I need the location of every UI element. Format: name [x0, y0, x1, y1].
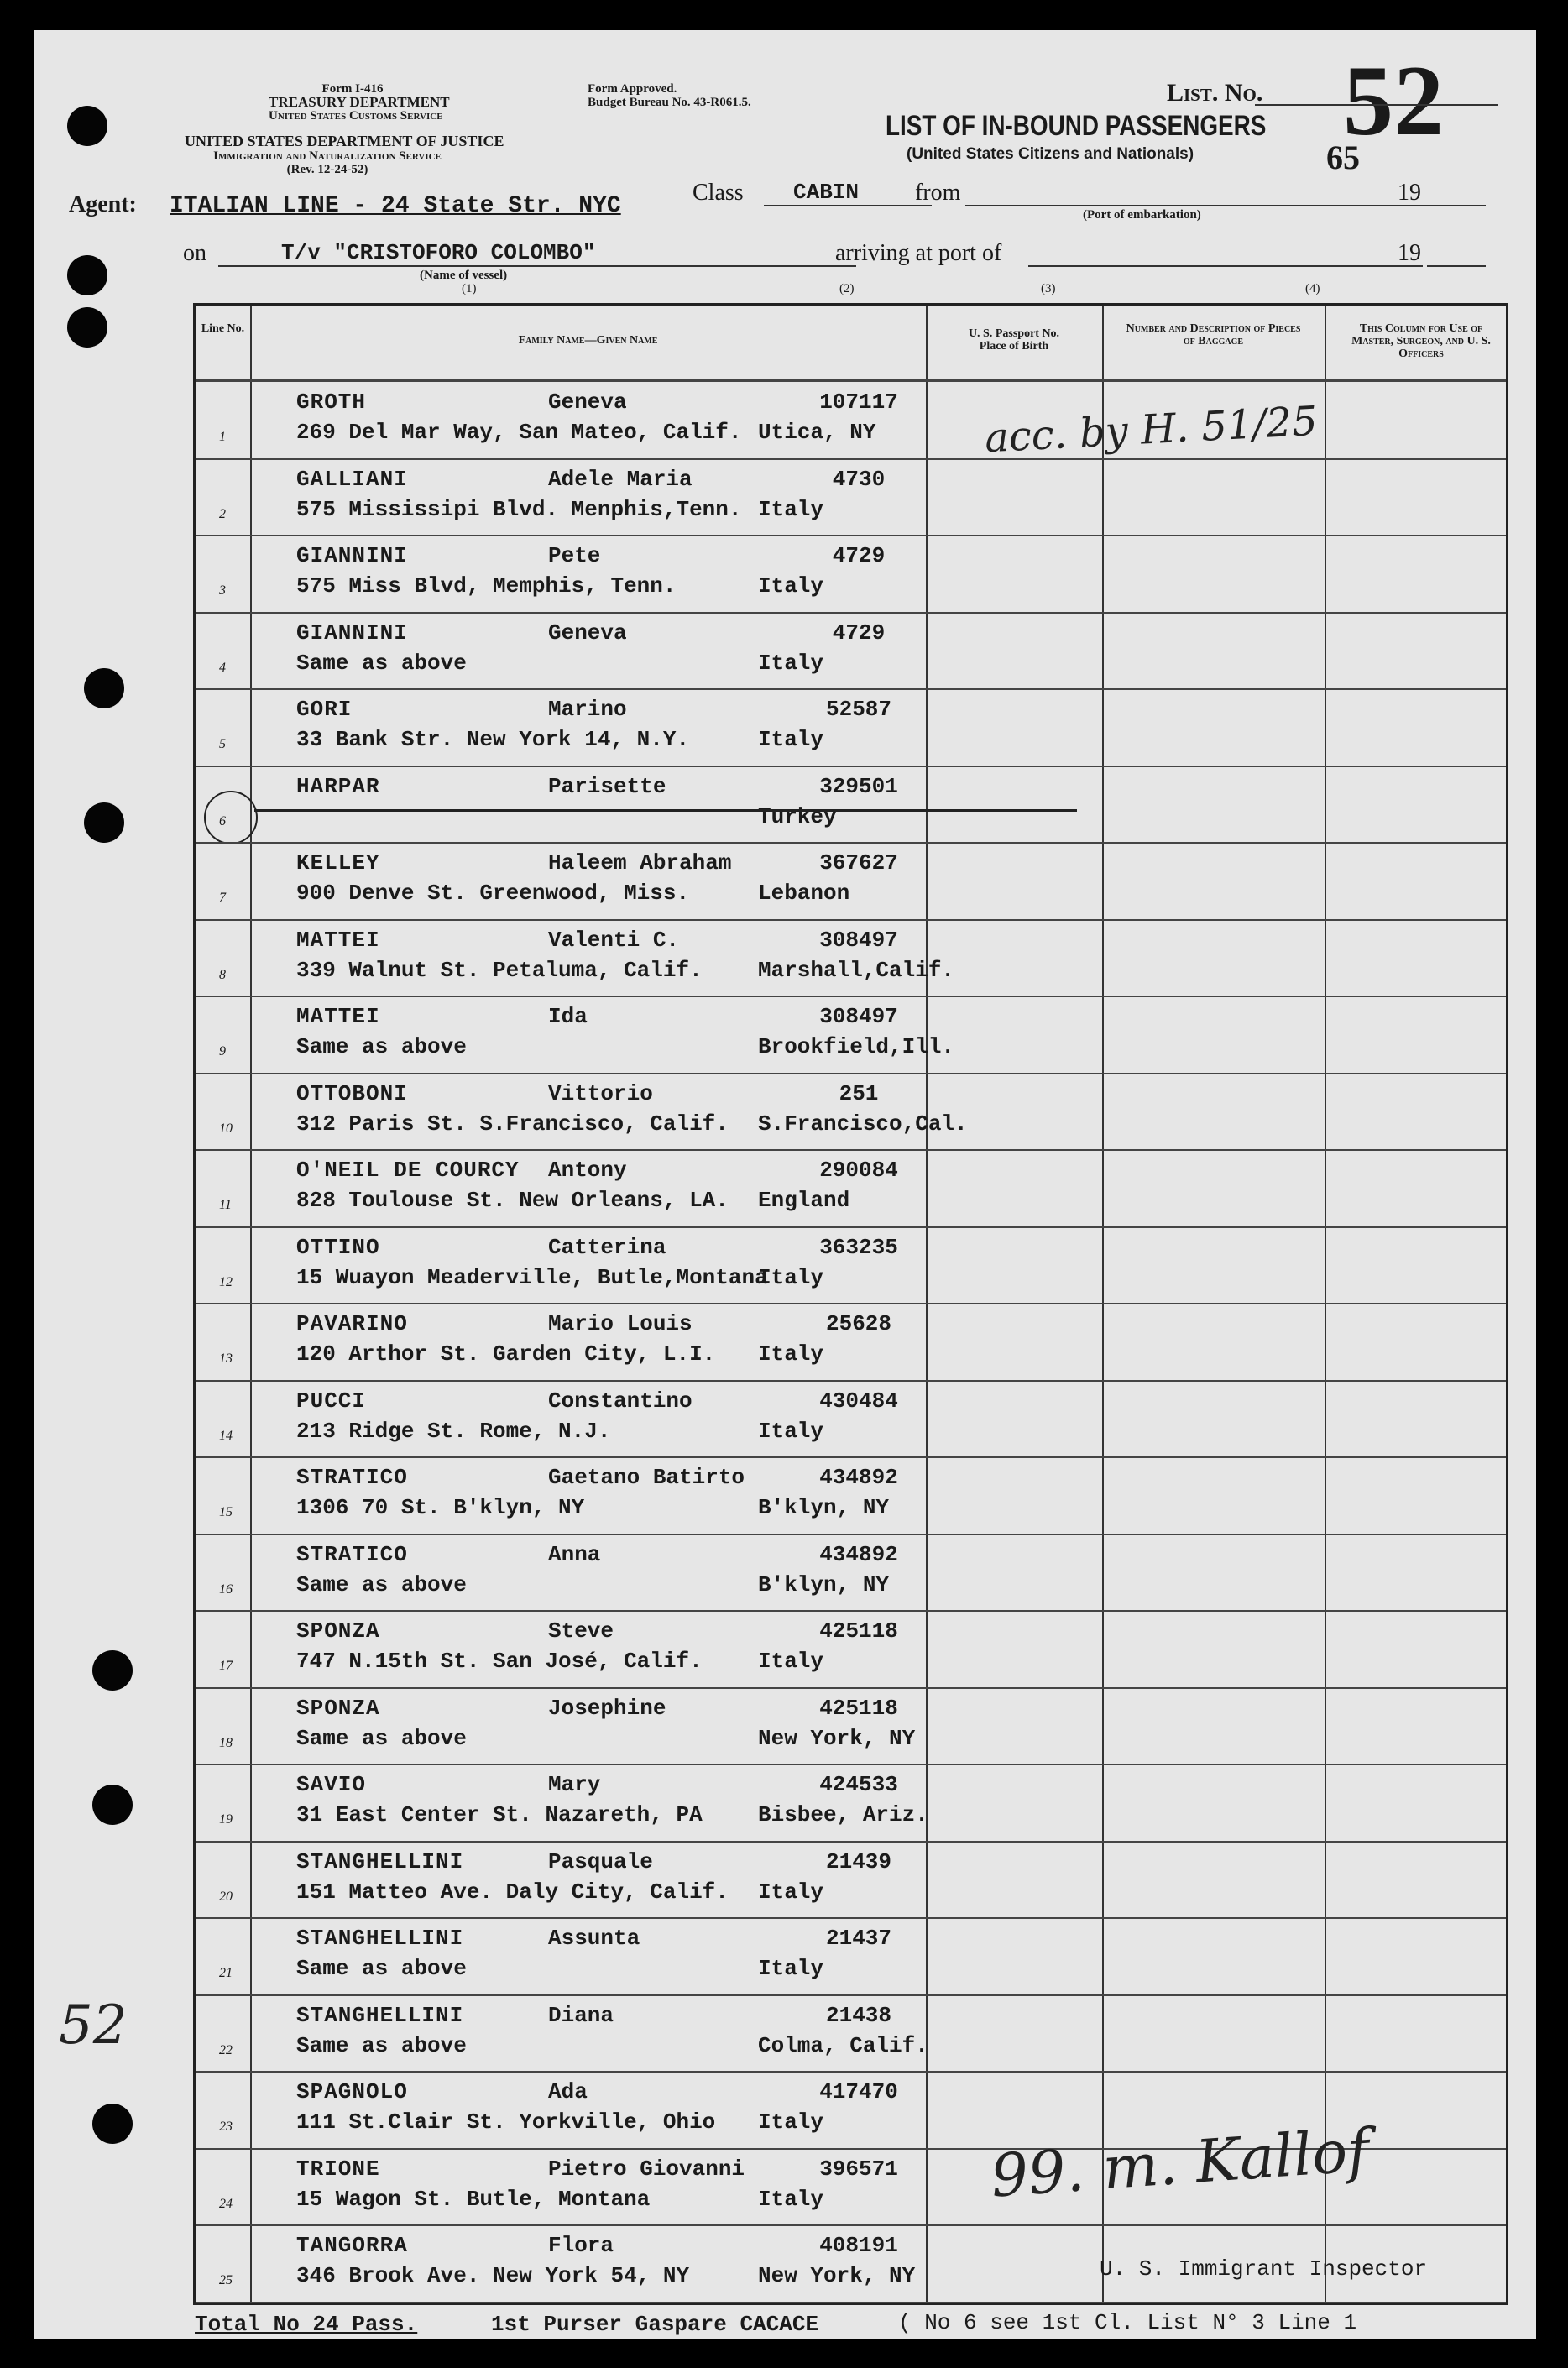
passport-number: 52587 [825, 697, 891, 722]
family-name: GROTH [296, 389, 367, 415]
family-name: KELLEY [296, 850, 380, 876]
table-row [196, 1226, 1506, 1303]
customs-service: United States Customs Service [269, 109, 443, 123]
place-of-birth: England [758, 1188, 850, 1213]
passport-number: 251 [839, 1080, 879, 1106]
line-number: 9 [219, 1044, 226, 1059]
place-of-birth: Italy [758, 573, 824, 599]
port-embarkation-caption: (Port of embarkation) [1083, 208, 1201, 222]
passport-number: 417470 [819, 2079, 898, 2104]
family-name: MATTEI [296, 1004, 380, 1029]
given-name: Anna [548, 1541, 601, 1567]
table-row [196, 1303, 1506, 1379]
place-of-birth: Italy [758, 1341, 824, 1367]
given-name: Valenti C. [548, 927, 680, 953]
place-of-birth: Lebanon [758, 881, 850, 906]
given-name: Assunta [548, 1926, 640, 1951]
place-of-birth: Italy [758, 727, 824, 752]
table-row [196, 1994, 1506, 2071]
family-name: TRIONE [296, 2156, 380, 2182]
budget-bureau: Budget Bureau No. 43-R061.5. [588, 96, 751, 109]
passport-number: 290084 [819, 1158, 898, 1183]
passport-number: 21437 [825, 1926, 891, 1951]
binder-hole [92, 1650, 133, 1691]
on-label: on [183, 240, 206, 266]
given-name: Ida [548, 1004, 588, 1029]
passport-number: 21439 [825, 1848, 891, 1874]
col-num-2: (2) [839, 282, 855, 295]
address: Same as above [296, 1956, 467, 1981]
given-name: Mary [548, 1772, 601, 1797]
place-of-birth: Colma, Calif. [758, 2032, 928, 2058]
table-row [196, 688, 1506, 765]
table-row [196, 919, 1506, 996]
given-name: Vittorio [548, 1080, 653, 1106]
table-row [196, 1764, 1506, 1840]
place-of-birth: New York, NY [758, 2263, 916, 2288]
class-label: Class [693, 180, 744, 206]
address: 111 St.Clair St. Yorkville, Ohio [296, 2109, 716, 2135]
address: 1306 70 St. B'klyn, NY [296, 1495, 585, 1520]
header-master: This Column for Use of Master, Surgeon, and U. S. Officers [1351, 322, 1491, 360]
binder-hole [67, 255, 107, 295]
table-row [196, 1917, 1506, 1994]
given-name: Constantino [548, 1388, 693, 1414]
family-name: STANGHELLINI [296, 1926, 464, 1951]
passport-number: 4729 [832, 619, 886, 646]
line-number: 3 [219, 583, 226, 598]
line-number: 5 [219, 737, 226, 751]
list-no-sub: 65 [1326, 139, 1360, 176]
header-passport: U. S. Passport No. Place of Birth [968, 327, 1060, 353]
table-row [196, 1687, 1506, 1764]
place-of-birth: Bisbee, Ariz. [758, 1802, 928, 1827]
line-number: 19 [219, 1812, 233, 1827]
address: 828 Toulouse St. New Orleans, LA. [296, 1188, 729, 1213]
address: 346 Brook Ave. New York 54, NY [296, 2263, 690, 2288]
passport-number: 434892 [819, 1541, 898, 1567]
family-name: GORI [296, 697, 353, 722]
address: 312 Paris St. S.Francisco, Calif. [296, 1111, 729, 1137]
place-of-birth: S.Francisco,Cal. [758, 1111, 968, 1137]
passport-number: 107117 [819, 389, 898, 415]
agent-name: ITALIAN LINE - 24 State Str. NYC [170, 193, 621, 219]
table-row [196, 996, 1506, 1072]
form-number: Form I-416 [321, 82, 384, 96]
table-row [196, 1456, 1506, 1533]
family-name: OTTOBONI [296, 1080, 408, 1106]
line-number: 8 [219, 967, 226, 982]
passport-number: 425118 [819, 1695, 898, 1721]
list-subtitle: (United States Citizens and Nationals) [907, 145, 1194, 163]
acc-note: acc. by H. 51/25 [983, 397, 1319, 463]
line-number: 25 [219, 2273, 233, 2287]
family-name: SPAGNOLO [296, 2079, 408, 2104]
address: 900 Denve St. Greenwood, Miss. [296, 881, 690, 906]
passport-number: 329501 [819, 773, 898, 799]
line-number: 7 [219, 891, 226, 905]
family-name: PAVARINO [296, 1311, 408, 1336]
table-row [196, 1610, 1506, 1686]
binder-hole [67, 307, 107, 348]
given-name: Marino [548, 697, 627, 722]
treasury-department: TREASURY DEPARTMENT [269, 94, 450, 110]
line-number: 1 [219, 430, 226, 444]
place-of-birth: B'klyn, NY [758, 1495, 890, 1520]
table-row [196, 1380, 1506, 1456]
footer-note: ( No 6 see 1st Cl. List N° 3 Line 1 [898, 2310, 1357, 2335]
line-number: 11 [219, 1198, 232, 1212]
year-1: 19 [1398, 180, 1421, 206]
place-of-birth: Italy [758, 650, 824, 676]
table-row [196, 842, 1506, 918]
given-name: Mario Louis [548, 1311, 693, 1336]
passenger-table [193, 303, 1508, 2305]
address: Same as above [296, 2032, 467, 2058]
address: 15 Wuayon Meaderville, Butle,Montana [296, 1264, 768, 1290]
given-name: Geneva [548, 389, 627, 415]
line-number: 24 [219, 2196, 233, 2211]
passport-number: 430484 [819, 1388, 898, 1414]
header-name: Family Name—Given Name [518, 334, 658, 347]
given-name: Ada [548, 2079, 588, 2104]
department-of-justice: UNITED STATES DEPARTMENT OF JUSTICE [185, 133, 504, 149]
family-name: STRATICO [296, 1465, 408, 1490]
family-name: STANGHELLINI [296, 1848, 464, 1874]
given-name: Pietro Giovanni [548, 2156, 745, 2182]
table-row [196, 612, 1506, 688]
address: Same as above [296, 1571, 467, 1597]
place-of-birth: Italy [758, 1264, 824, 1290]
table-row [196, 535, 1506, 611]
passport-number: 308497 [819, 927, 898, 953]
line-number: 10 [219, 1121, 233, 1136]
address: 213 Ridge St. Rome, N.J. [296, 1418, 611, 1444]
given-name: Geneva [548, 619, 627, 646]
inspector-title: U. S. Immigrant Inspector [1100, 2256, 1428, 2282]
place-of-birth: Marshall,Calif. [758, 957, 955, 983]
table-row [196, 1534, 1506, 1610]
vessel-caption: (Name of vessel) [420, 269, 508, 282]
family-name: GALLIANI [296, 466, 408, 492]
family-name: PUCCI [296, 1388, 367, 1414]
form-approved: Form Approved. [588, 82, 677, 96]
header-line-no: Line No. [201, 322, 245, 335]
address: Same as above [296, 1725, 467, 1751]
binder-hole [92, 1785, 133, 1825]
line-number: 21 [219, 1966, 233, 1980]
address: 120 Arthor St. Garden City, L.I. [296, 1341, 716, 1367]
place-of-birth: Italy [758, 496, 824, 522]
passport-number: 4729 [832, 543, 886, 568]
page-number-handwritten: 52 [59, 1994, 128, 2057]
place-of-birth: Italy [758, 2186, 824, 2212]
line-number: 23 [219, 2120, 233, 2134]
ins-line: Immigration and Naturalization Service [213, 149, 442, 163]
binder-hole [84, 802, 124, 843]
binder-hole [92, 2104, 133, 2144]
passport-number: 21438 [825, 2002, 891, 2028]
address: 575 Mississipi Blvd. Menphis,Tenn. [296, 496, 742, 522]
place-of-birth: Italy [758, 1956, 824, 1981]
line-number: 15 [219, 1505, 233, 1519]
binder-hole [67, 106, 107, 146]
list-no-label: List. No. [1167, 79, 1263, 107]
family-name: STRATICO [296, 1541, 408, 1567]
family-name: OTTINO [296, 1234, 380, 1260]
address: 151 Matteo Ave. Daly City, Calif. [296, 1879, 729, 1905]
place-of-birth: Italy [758, 1649, 824, 1674]
line-number: 13 [219, 1351, 233, 1366]
table-row [196, 1073, 1506, 1149]
line-number: 4 [219, 660, 226, 675]
place-of-birth: New York, NY [758, 1725, 916, 1751]
passport-number: 4730 [832, 466, 886, 492]
line-number: 12 [219, 1274, 233, 1289]
line-number: 17 [219, 1659, 233, 1673]
family-name: GIANNINI [296, 619, 408, 646]
table-row [196, 1841, 1506, 1917]
document-page [34, 30, 1536, 2339]
line-number: 2 [219, 506, 226, 521]
line-number: 18 [219, 1735, 233, 1750]
line-number: 22 [219, 2042, 233, 2057]
passport-number: 396571 [819, 2156, 898, 2182]
passport-number: 367627 [819, 850, 898, 876]
given-name: Adele Maria [548, 466, 693, 492]
from-label: from [915, 180, 961, 206]
given-name: Diana [548, 2002, 614, 2028]
place-of-birth: Italy [758, 1879, 824, 1905]
family-name: SPONZA [296, 1618, 380, 1644]
revision-date: (Rev. 12-24-52) [286, 163, 368, 176]
passport-number: 363235 [819, 1234, 898, 1260]
address: 747 N.15th St. San José, Calif. [296, 1649, 703, 1674]
family-name: STANGHELLINI [296, 2002, 464, 2028]
line-number: 6 [219, 813, 226, 829]
strike-through-line [254, 809, 1077, 812]
header-baggage: Number and Description of Pieces of Baggage [1126, 322, 1301, 348]
family-name: SPONZA [296, 1695, 380, 1721]
line-number: 20 [219, 1889, 233, 1904]
given-name: Catterina [548, 1234, 666, 1260]
family-name: SAVIO [296, 1772, 367, 1797]
family-name: TANGORRA [296, 2233, 408, 2258]
place-of-birth: Italy [758, 1418, 824, 1444]
place-of-birth: Italy [758, 2109, 824, 2135]
passport-number: 424533 [819, 1772, 898, 1797]
address: Same as above [296, 650, 467, 676]
passport-number: 408191 [819, 2233, 898, 2258]
given-name: Pasquale [548, 1848, 653, 1874]
line-number: 14 [219, 1428, 233, 1443]
given-name: Gaetano Batirto [548, 1465, 745, 1490]
passport-number: 434892 [819, 1465, 898, 1490]
list-no: 52 [1343, 44, 1444, 156]
arriving-label: arriving at port of [835, 240, 1002, 266]
table-row [196, 1149, 1506, 1226]
address: 33 Bank Str. New York 14, N.Y. [296, 727, 690, 752]
given-name: Josephine [548, 1695, 666, 1721]
address: 339 Walnut St. Petaluma, Calif. [296, 957, 703, 983]
passport-number: 425118 [819, 1618, 898, 1644]
circled-line-marker [204, 791, 258, 844]
passport-number: 308497 [819, 1004, 898, 1029]
vessel-name: T/v "CRISTOFORO COLOMBO" [281, 240, 596, 265]
table-row [196, 458, 1506, 535]
address: 31 East Center St. Nazareth, PA [296, 1802, 703, 1827]
family-name: HARPAR [296, 773, 380, 799]
class-value: CABIN [793, 180, 860, 205]
agent-label: Agent: [69, 191, 137, 217]
col-num-4: (4) [1305, 282, 1320, 295]
purser: 1st Purser Gaspare CACACE [491, 2312, 819, 2337]
col-num-3: (3) [1041, 282, 1056, 295]
given-name: Steve [548, 1618, 614, 1644]
given-name: Pete [548, 543, 601, 568]
table-row [196, 766, 1506, 842]
inspector-signature: 99. m. Kallof [988, 2115, 1372, 2211]
passport-number: 25628 [825, 1311, 891, 1336]
col-num-1: (1) [462, 282, 477, 295]
line-number: 16 [219, 1581, 233, 1597]
address: Same as above [296, 1034, 467, 1059]
given-name: Parisette [548, 773, 666, 799]
given-name: Antony [548, 1158, 627, 1183]
place-of-birth: Brookfield,Ill. [758, 1034, 955, 1059]
year-2: 19 [1398, 240, 1421, 266]
family-name: GIANNINI [296, 543, 408, 568]
list-title: LIST OF IN-BOUND PASSENGERS [886, 110, 1267, 142]
total-passengers: Total No 24 Pass. [195, 2312, 418, 2337]
given-name: Flora [548, 2233, 614, 2258]
given-name: Haleem Abraham [548, 850, 732, 876]
address: 575 Miss Blvd, Memphis, Tenn. [296, 573, 677, 599]
address: 15 Wagon St. Butle, Montana [296, 2186, 651, 2212]
address: 269 Del Mar Way, San Mateo, Calif. [296, 420, 742, 445]
place-of-birth: B'klyn, NY [758, 1571, 890, 1597]
place-of-birth: Utica, NY [758, 420, 876, 445]
family-name: O'NEIL DE COURCY [296, 1158, 520, 1183]
binder-hole [84, 668, 124, 708]
family-name: MATTEI [296, 927, 380, 953]
place-of-birth: Turkey [758, 803, 837, 829]
